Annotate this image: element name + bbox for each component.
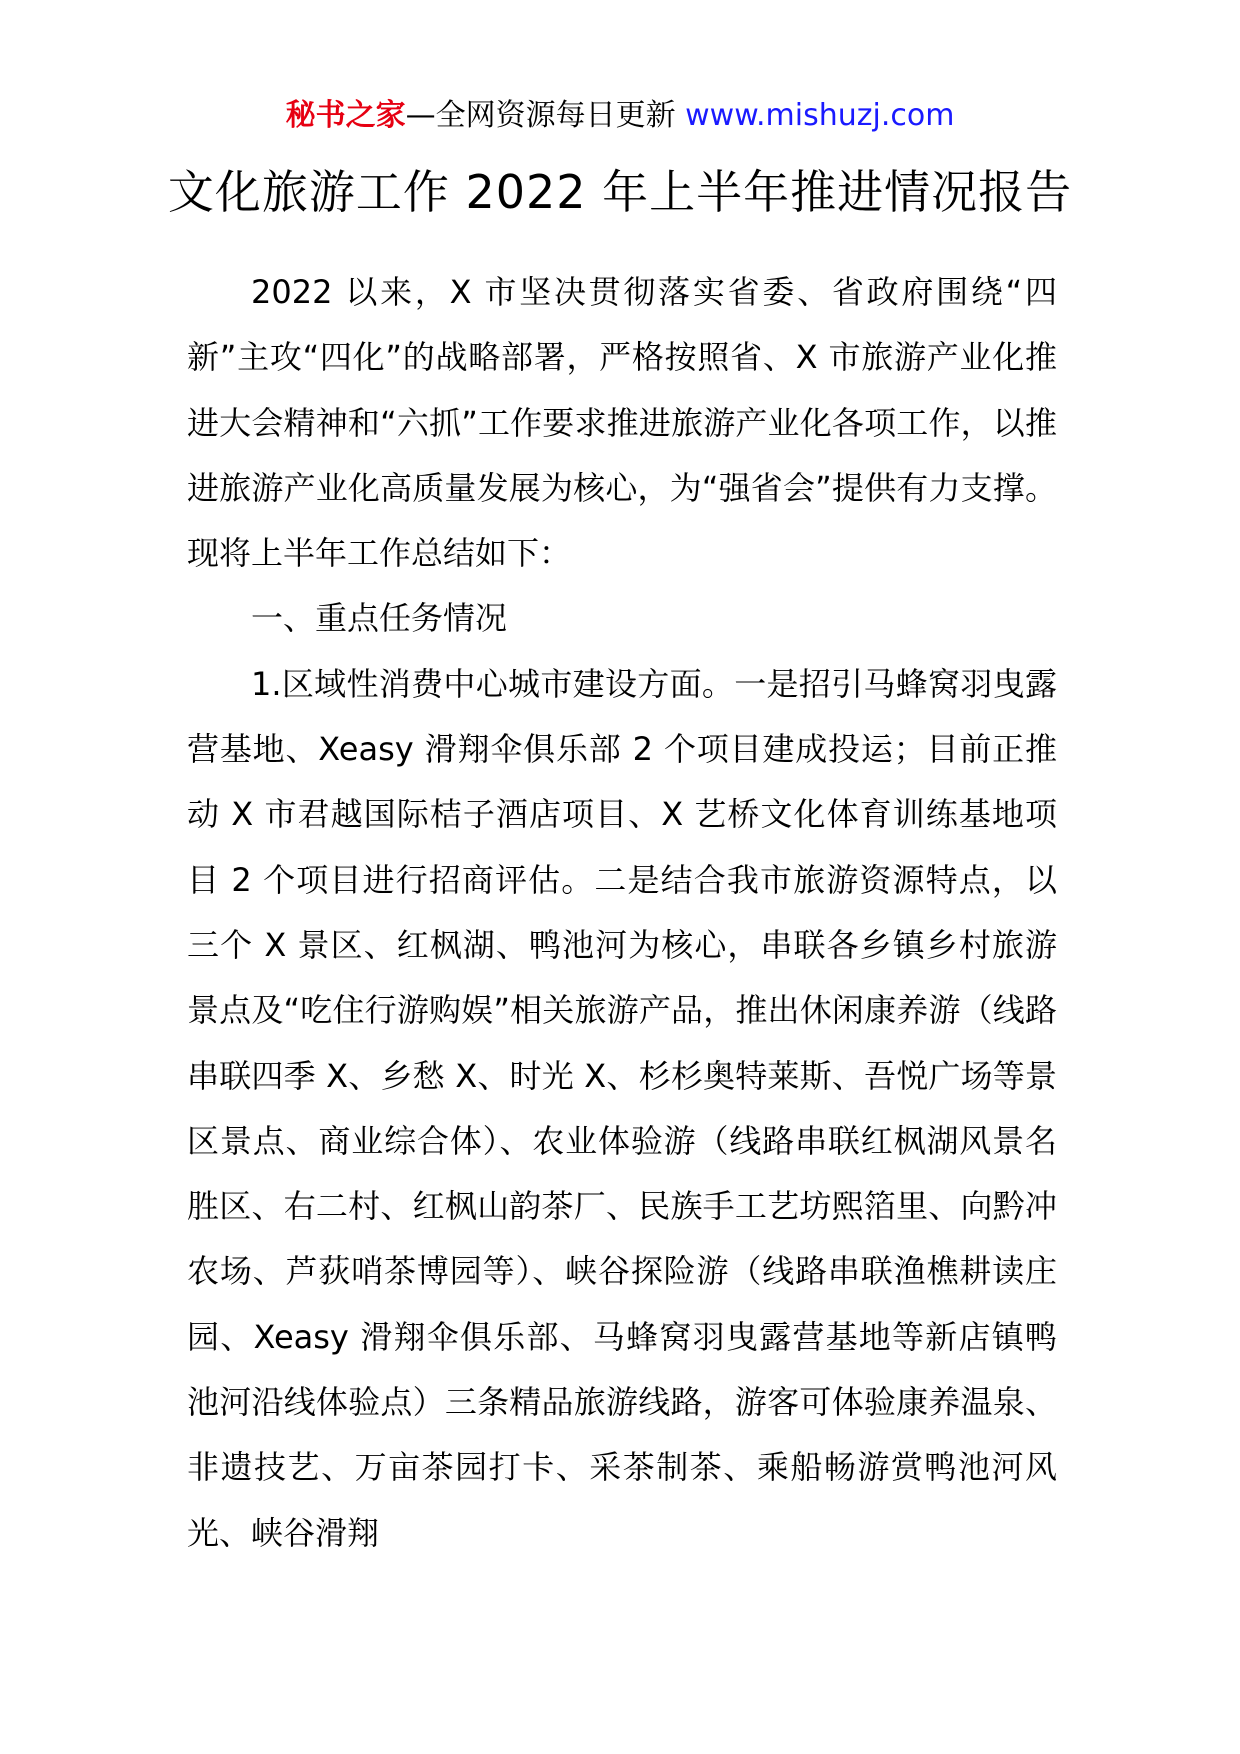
- site-header: [0, 96, 1240, 136]
- paragraph-item-1: 1.区域性消费中心城市建设方面。一是招引马蜂窝羽曳露营基地、Xeasy 滑翔伞俱乐部 2 个项目建成投运；目前正推动 X 市君越国际桔子酒店项目、X 艺桥文化体育训练基地项目 2 个项目进行招商评估。二是结合我市旅游资源特点，以三个 X 景区、红枫湖、鸭池河为核心，串联各乡镇乡村旅游景点及“吃住行游购娱”相关旅游产品，推出休闲康养游（线路串联四季 X、乡愁 X、时光 X、杉杉奥特莱斯、吾悦广场等景区景点、商业综合体）、农业体验游（线路串联红枫湖风景名胜区、右二村、红枫山韵茶厂、民族手工艺坊熙箔里、向黔冲农场、芦荻哨茶博园等）、峡谷探险游（线路串联渔樵耕读庄园、Xeasy 滑翔伞俱乐部、马蜂窝羽曳露营基地等新店镇鸭池河沿线体验点）三条精品旅游线路，游客可体验康养温泉、非遗技艺、万亩茶园打卡、采茶制茶、乘船畅游赏鸭池河风光、峡谷滑翔: [187, 664, 1057, 1552]
- paragraph-intro: 2022 以来，X 市坚决贯彻落实省委、省政府围绕“四新”主攻“四化”的战略部署，严格按照省、X 市旅游产业化推进大会精神和“六抓”工作要求推进旅游产业化各项工作，以推进旅游产业化高质量发展为核心，为“强省会”提供有力支撑。现将上半年工作总结如下：: [187, 273, 1057, 573]
- document-body: [187, 260, 1057, 1566]
- site-url-link[interactable]: www.mishuzj.com: [685, 98, 955, 133]
- document-title: 文化旅游工作 2022 年上半年推进情况报告: [167, 165, 1073, 219]
- header-tagline: —全网资源每日更新: [405, 98, 686, 133]
- section-heading: 一、重点任务情况: [251, 599, 508, 638]
- brand-name: 秘书之家: [285, 98, 406, 133]
